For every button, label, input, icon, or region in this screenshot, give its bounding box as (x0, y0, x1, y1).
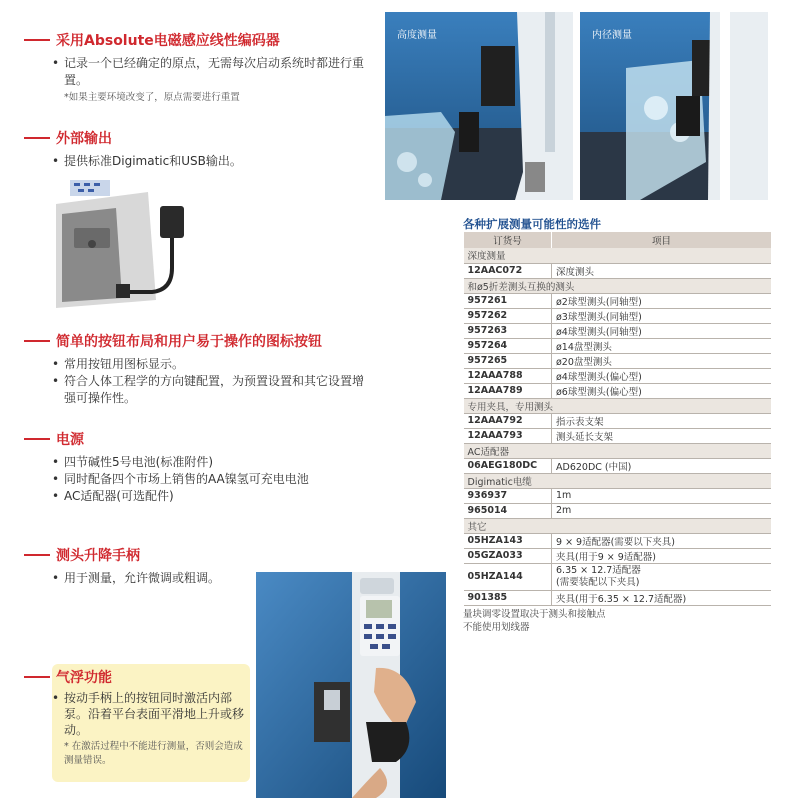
column-header: 项目 (552, 232, 772, 248)
bullet-item: • 用于测量，允许微调或粗调。 (52, 570, 264, 587)
bullet-item: • 常用按钮用图标显示。 (52, 356, 369, 373)
table-note: 量块调零设置取决于测头和接触点 (463, 608, 606, 620)
order-number: 12AAA788 (464, 368, 552, 383)
item-description: ø20盘型测头 (552, 353, 772, 368)
section-title: 采用Absolute电磁感应线性编码器 (56, 33, 280, 49)
item-description: 9 × 9适配器(需要以下夹具) (552, 533, 772, 548)
bullet-item: • 按动手柄上的按钮同时激活内部泵。沿着平台表面平滑地上升或移动。 (52, 690, 252, 738)
section-air-float (24, 668, 254, 768)
item-description: 测头延长支架 (552, 428, 772, 443)
item-description-line: (需要装配以下夹具) (556, 576, 640, 588)
title-dash (24, 137, 50, 139)
order-number: 957263 (464, 323, 552, 338)
table-row (464, 368, 772, 383)
item-description: 深度测头 (552, 263, 772, 278)
table-row (464, 590, 772, 605)
table-notes (463, 608, 771, 634)
order-number: 957265 (464, 353, 552, 368)
order-number: 05GZA033 (464, 548, 552, 563)
table-row (464, 488, 772, 503)
item-description: ø6球型测头(偏心型) (552, 383, 772, 398)
bullet-item: • 同时配备四个市场上销售的AA镍氢可充电电池 (52, 471, 384, 488)
bullet-item: • 符合人体工程学的方向键配置，为预置设置和其它设置增强可操作性。 (52, 373, 369, 407)
height-measurement-photo (385, 12, 573, 200)
section-title: 测头升降手柄 (56, 548, 140, 564)
title-dash (24, 554, 50, 556)
item-description: 2m (552, 503, 772, 518)
table-title: 各种扩展测量可能性的选件 (463, 217, 601, 231)
table-row (464, 458, 772, 473)
item-description: AD620DC (中国) (552, 458, 772, 473)
table-row (464, 353, 772, 368)
table-row (464, 308, 772, 323)
table-body (464, 248, 772, 605)
section-title: 外部输出 (56, 131, 112, 147)
height-gauge-device-photo (256, 572, 446, 798)
category-row (464, 278, 772, 293)
item-description: 夹具(用于6.35 × 12.7适配器) (552, 590, 772, 605)
item-description: ø4球型测头(偏心型) (552, 368, 772, 383)
item-description: ø2球型测头(同轴型) (552, 293, 772, 308)
order-number: 12AAC072 (464, 263, 552, 278)
order-number: 957262 (464, 308, 552, 323)
order-number: 957261 (464, 293, 552, 308)
table-row (464, 533, 772, 548)
section-external-output (24, 129, 384, 170)
height-gauge-illustration (256, 572, 446, 798)
table-row (464, 563, 772, 590)
title-dash (24, 676, 50, 678)
order-number: 05HZA144 (464, 563, 552, 590)
table-header-row (464, 232, 772, 248)
photo-label: 高度测量 (397, 30, 437, 41)
order-number: 06AEG180DC (464, 458, 552, 473)
footnote: *如果主要环境改变了，原点需要进行重置 (64, 92, 240, 103)
category-label: 和ø5折差测头互换的测头 (464, 278, 772, 293)
section-probe-lift-handle (24, 546, 264, 587)
bullet-item: • AC适配器(可选配件) (52, 488, 384, 505)
table-row (464, 548, 772, 563)
order-number: 12AAA792 (464, 413, 552, 428)
output-device-photo (56, 180, 204, 308)
inner-diameter-photo (580, 12, 768, 200)
title-dash (24, 438, 50, 440)
item-description: 指示表支架 (552, 413, 772, 428)
table-row (464, 323, 772, 338)
category-row (464, 443, 772, 458)
table-row (464, 428, 772, 443)
title-dash (24, 39, 50, 41)
table-note: 不能使用划线器 (463, 621, 530, 633)
section-absolute-encoder (24, 31, 384, 105)
item-description: ø14盘型测头 (552, 338, 772, 353)
order-number: 936937 (464, 488, 552, 503)
bullet-item: • 四节碱性5号电池(标准附件) (52, 454, 384, 471)
column-header: 订货号 (464, 232, 552, 248)
item-description: ø3球型测头(同轴型) (552, 308, 772, 323)
options-table-section (463, 216, 771, 634)
category-label: 其它 (464, 518, 772, 533)
category-label: 深度测量 (464, 248, 772, 263)
item-description: ø4球型测头(同轴型) (552, 323, 772, 338)
photo-label: 内径测量 (592, 30, 632, 41)
section-title: 气浮功能 (56, 670, 112, 686)
table-row (464, 263, 772, 278)
table-row (464, 503, 772, 518)
category-row (464, 248, 772, 263)
table-row (464, 383, 772, 398)
footnote: * 在激活过程中不能进行测量，否则会造成测量错误。 (64, 741, 243, 766)
order-number: 965014 (464, 503, 552, 518)
section-button-layout (24, 332, 384, 407)
item-description: 1m (552, 488, 772, 503)
order-number: 957264 (464, 338, 552, 353)
table-row (464, 293, 772, 308)
category-label: 专用夹具，专用测头 (464, 398, 772, 413)
item-description: 夹具(用于9 × 9适配器) (552, 548, 772, 563)
item-description-line: 6.35 × 12.7适配器 (556, 564, 641, 576)
title-dash (24, 340, 50, 342)
options-table (463, 232, 771, 606)
order-number: 12AAA793 (464, 428, 552, 443)
output-device-illustration (56, 180, 204, 308)
table-row (464, 413, 772, 428)
category-label: Digimatic电缆 (464, 473, 772, 488)
category-row (464, 398, 772, 413)
item-description (552, 563, 772, 590)
order-number: 12AAA789 (464, 383, 552, 398)
bullet-item: • 记录一个已经确定的原点，无需每次启动系统时都进行重置。 (52, 55, 369, 89)
order-number: 901385 (464, 590, 552, 605)
category-row (464, 518, 772, 533)
order-number: 05HZA143 (464, 533, 552, 548)
table-row (464, 338, 772, 353)
category-label: AC适配器 (464, 443, 772, 458)
category-row (464, 473, 772, 488)
section-title: 简单的按钮布局和用户易于操作的图标按钮 (56, 334, 322, 350)
section-power (24, 430, 384, 505)
section-title: 电源 (56, 432, 84, 448)
bullet-item: • 提供标准Digimatic和USB输出。 (52, 153, 384, 170)
